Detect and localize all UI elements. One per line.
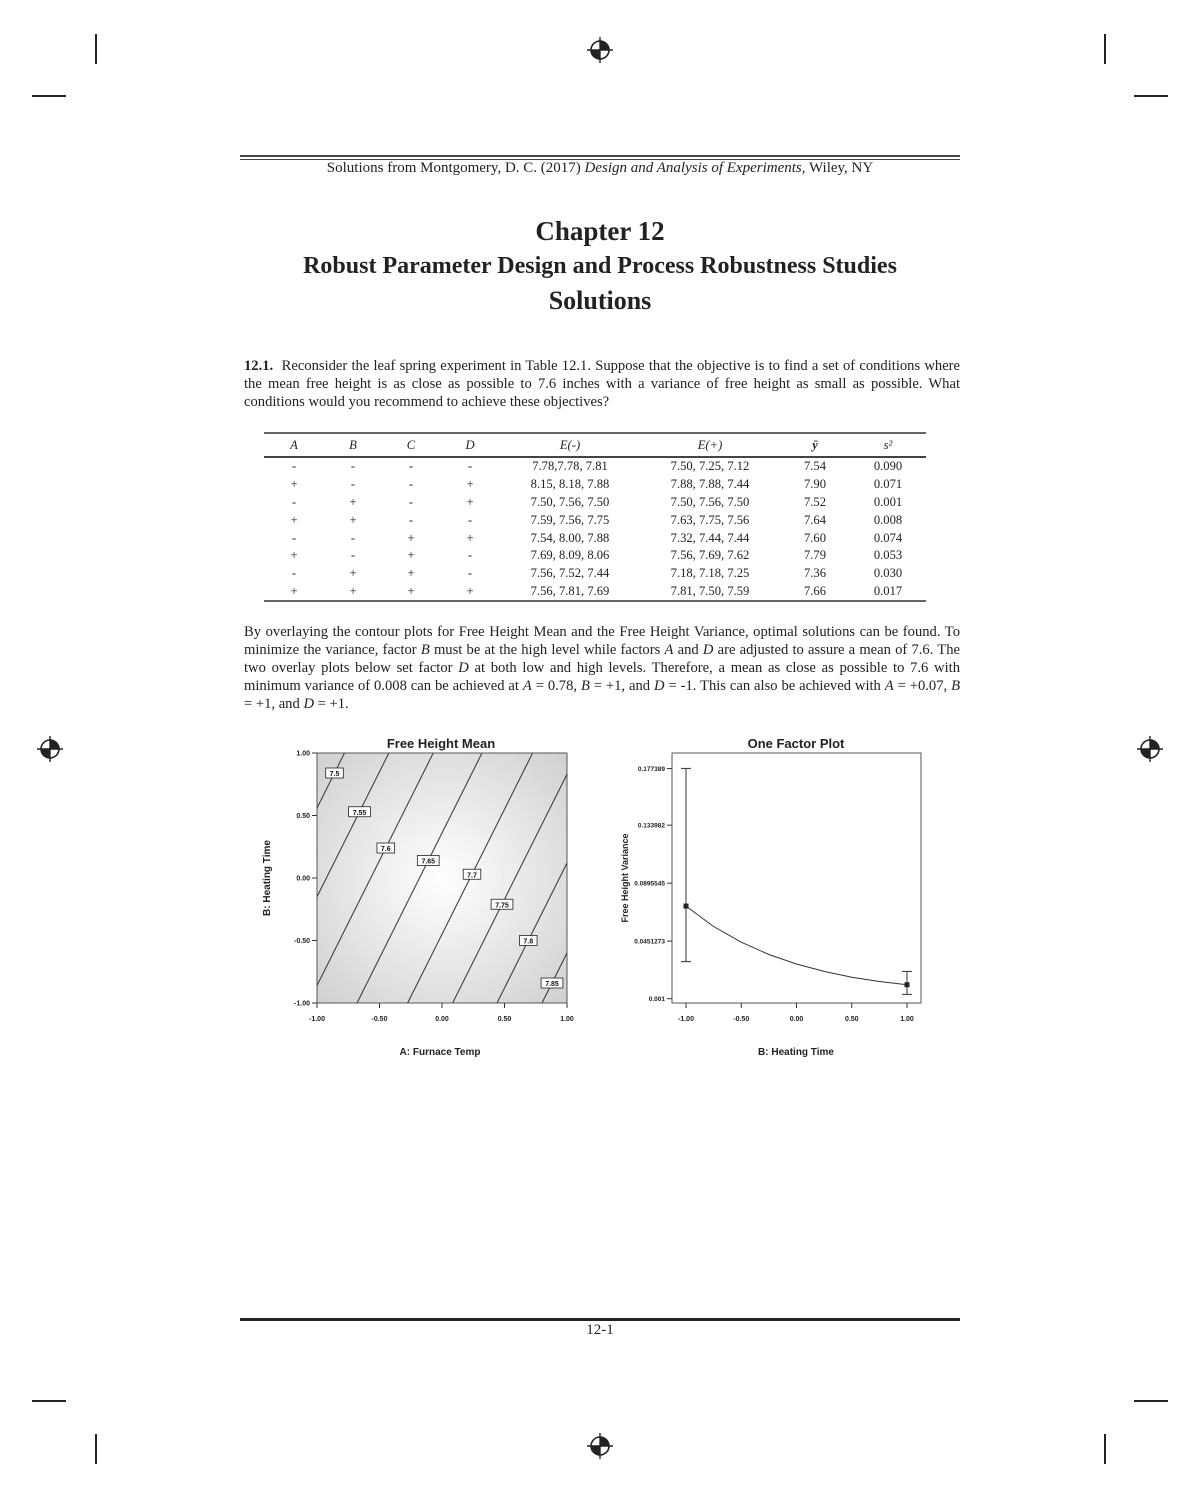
x-tick-label: -1.00 (678, 1016, 694, 1023)
cell: 0.071 (873, 477, 903, 492)
cell: + (466, 494, 474, 509)
problem-text: Reconsider the leaf spring experiment in Table 12.1. Suppose that the objective is to find a set of conditions where the mean free height is as close as possible to 7.6 inches with a variance of free height as small as possible. What conditions would you recommend to achieve these objectives? (244, 358, 961, 410)
cell: 7.50, 7.25, 7.12 (670, 459, 750, 474)
factor-var: B (420, 642, 430, 658)
contour-label: 7.5 (329, 771, 340, 779)
cell: + (349, 566, 357, 581)
cell: 0.053 (873, 548, 903, 563)
answer-text: = +1, and (589, 678, 654, 694)
cell: 7.54 (803, 459, 827, 474)
cell: - (350, 548, 356, 563)
y-tick-label: 0.133982 (637, 822, 665, 830)
cell: + (290, 477, 298, 492)
col-header-b: B (324, 433, 382, 457)
y-tick-label: -0.50 (294, 938, 310, 945)
cell: 7.79 (803, 548, 827, 563)
cell: 7.32, 7.44, 7.44 (670, 530, 750, 545)
col-header-variance: s² (850, 433, 926, 457)
x-tick-label: 1.00 (560, 1016, 574, 1023)
problem-number: 12.1. (244, 358, 274, 374)
cell: - (408, 459, 414, 474)
y-tick-label: 0.0895545 (634, 880, 665, 888)
answer-text: at both low and high levels. Therefore, a mean as close as possible to 7.6 with minimum variance of 0.008 can be achieved at (244, 660, 961, 694)
x-tick-label: 0.50 (844, 1016, 859, 1023)
factor-var: A (522, 678, 532, 694)
cell: 7.50, 7.56, 7.50 (530, 494, 610, 509)
answer-text: = -1. This can also be achieved with (664, 678, 885, 694)
page-number: 12-1 (586, 1322, 614, 1338)
contour-x-label: A: Furnace Temp (399, 1047, 481, 1058)
cell: - (350, 530, 356, 545)
cell: + (407, 548, 415, 563)
cell: 7.56, 7.81, 7.69 (500, 583, 640, 602)
factor-chart-title: One Factor Plot (747, 736, 845, 751)
contour-label: 7.75 (495, 902, 509, 910)
cell: - (467, 566, 473, 581)
x-tick-label: 0.00 (435, 1016, 449, 1023)
cell: 7.56, 7.52, 7.44 (530, 566, 610, 581)
cell: - (467, 512, 473, 527)
cell: 7.90 (803, 477, 827, 492)
chapter-number: Chapter 12 (535, 216, 665, 246)
cell: + (382, 583, 440, 602)
contour-label: 7.6 (380, 846, 391, 854)
cell: 7.64 (803, 512, 827, 527)
factor-plot-area (672, 753, 921, 1003)
chapter-title: Robust Parameter Design and Process Robustness Studies (303, 253, 897, 279)
cell: 0.090 (873, 459, 903, 474)
answer-text: and (673, 642, 703, 658)
contour-label: 7.65 (421, 858, 436, 866)
cell: 7.36 (803, 566, 827, 581)
cell: - (467, 459, 473, 474)
cell: + (407, 566, 415, 581)
y-tick-label: -1.00 (294, 1000, 310, 1008)
contour-label: 7.8 (523, 938, 534, 946)
cell: + (466, 530, 474, 545)
y-tick-label: 0.177389 (637, 766, 665, 774)
cell: 0.030 (873, 566, 903, 581)
x-tick-label: 0.50 (497, 1016, 512, 1023)
cell: 7.81, 7.50, 7.59 (640, 583, 780, 602)
cell: + (407, 530, 415, 545)
col-header-ybar: ȳ (780, 433, 850, 457)
cell: 7.69, 8.09, 8.06 (530, 548, 610, 563)
data-point (684, 904, 689, 909)
cell: 7.78,7.78, 7.81 (532, 459, 608, 474)
cell: 8.15, 8.18, 7.88 (530, 477, 610, 492)
answer-text: are adjusted to assure a mean of 7.6. The two overlay plots below set factor (244, 642, 960, 676)
factor-var: A (664, 642, 674, 658)
col-header-d: D (440, 433, 500, 457)
factor-var: D (303, 696, 314, 712)
factor-var: D (702, 642, 714, 658)
cell: - (408, 512, 414, 527)
cell: + (466, 477, 474, 492)
cell: 0.008 (873, 512, 903, 527)
x-tick-label: 1.00 (900, 1016, 914, 1023)
factor-x-label: B: Heating Time (758, 1047, 834, 1058)
cell: - (467, 548, 473, 563)
cell: 7.60 (803, 530, 827, 545)
y-tick-label: 1.00 (296, 750, 310, 758)
factor-var: D (653, 678, 665, 694)
x-tick-label: -0.50 (371, 1016, 388, 1023)
header-suffix: , Wiley, NY (801, 160, 874, 176)
answer-text: must be at the high level while factors (429, 642, 665, 658)
cell: - (350, 459, 356, 474)
cell: 7.52 (803, 494, 827, 509)
cell: - (350, 477, 356, 492)
answer-text: = 0.78, (531, 678, 581, 694)
y-tick-label: 0.0451273 (634, 938, 665, 946)
cell: 7.66 (780, 583, 850, 602)
factor-var: A (884, 678, 894, 694)
cell: + (290, 548, 298, 563)
answer-text: = +0.07, (893, 678, 952, 694)
contour-y-label: B: Heating Time (262, 840, 273, 916)
cell: + (264, 583, 324, 602)
cell: - (408, 494, 414, 509)
contour-label: 7.7 (467, 872, 477, 880)
y-tick-label: 0.001 (648, 996, 665, 1004)
header-prefix: Solutions from Montgomery, D. C. (2017) (326, 160, 585, 176)
answer-text: = +1. (313, 696, 349, 712)
cell: - (291, 566, 297, 581)
factor-y-label: Free Height Variance (620, 833, 630, 923)
footer-rule (240, 1318, 960, 1321)
contour-label: 7.55 (352, 809, 367, 817)
contour-plot-area (317, 753, 567, 1003)
factor-var: B (580, 678, 590, 694)
cell: + (349, 512, 357, 527)
header-book-title: Design and Analysis of Experiments (584, 160, 802, 176)
cell: - (291, 530, 297, 545)
col-header-a: A (264, 433, 324, 457)
factor-var: B (951, 678, 961, 694)
cell: 7.59, 7.56, 7.75 (530, 512, 610, 527)
cell: - (291, 494, 297, 509)
x-tick-label: -1.00 (309, 1016, 325, 1023)
cell: - (291, 459, 297, 474)
cell: - (408, 477, 414, 492)
contour-label: 7.85 (545, 981, 559, 989)
data-point (905, 982, 910, 987)
col-header-c: C (382, 433, 440, 457)
cell: 0.074 (873, 530, 903, 545)
answer-text: = +1, and (244, 696, 304, 712)
factor-var: D (458, 660, 469, 676)
cell: 0.001 (873, 494, 903, 509)
answer-text: By overlaying the contour plots for Free Height Mean and the Free Height Variance, optimal solutions can be found. To minimize the variance, factor (244, 624, 960, 658)
cell: + (349, 494, 357, 509)
x-tick-label: -0.50 (733, 1016, 750, 1023)
y-tick-label: 0.00 (296, 875, 310, 883)
cell: 7.50, 7.56, 7.50 (670, 494, 750, 509)
cell: 7.18, 7.18, 7.25 (670, 566, 750, 581)
col-header-e-minus: E(-) (500, 433, 640, 457)
cell: + (440, 583, 500, 602)
cell: 0.017 (850, 583, 926, 602)
chapter-subtitle: Solutions (548, 286, 652, 315)
cell: 7.54, 8.00, 7.88 (530, 530, 610, 545)
cell: 7.56, 7.69, 7.62 (670, 548, 750, 563)
x-tick-label: 0.00 (789, 1016, 804, 1023)
contour-chart-title: Free Height Mean (386, 736, 496, 751)
cell: + (290, 512, 298, 527)
col-header-e-plus: E(+) (640, 433, 780, 457)
cell: 7.63, 7.75, 7.56 (670, 512, 750, 527)
y-tick-label: 0.50 (296, 813, 310, 820)
cell: + (324, 583, 382, 602)
cell: 7.88, 7.88, 7.44 (670, 477, 750, 492)
